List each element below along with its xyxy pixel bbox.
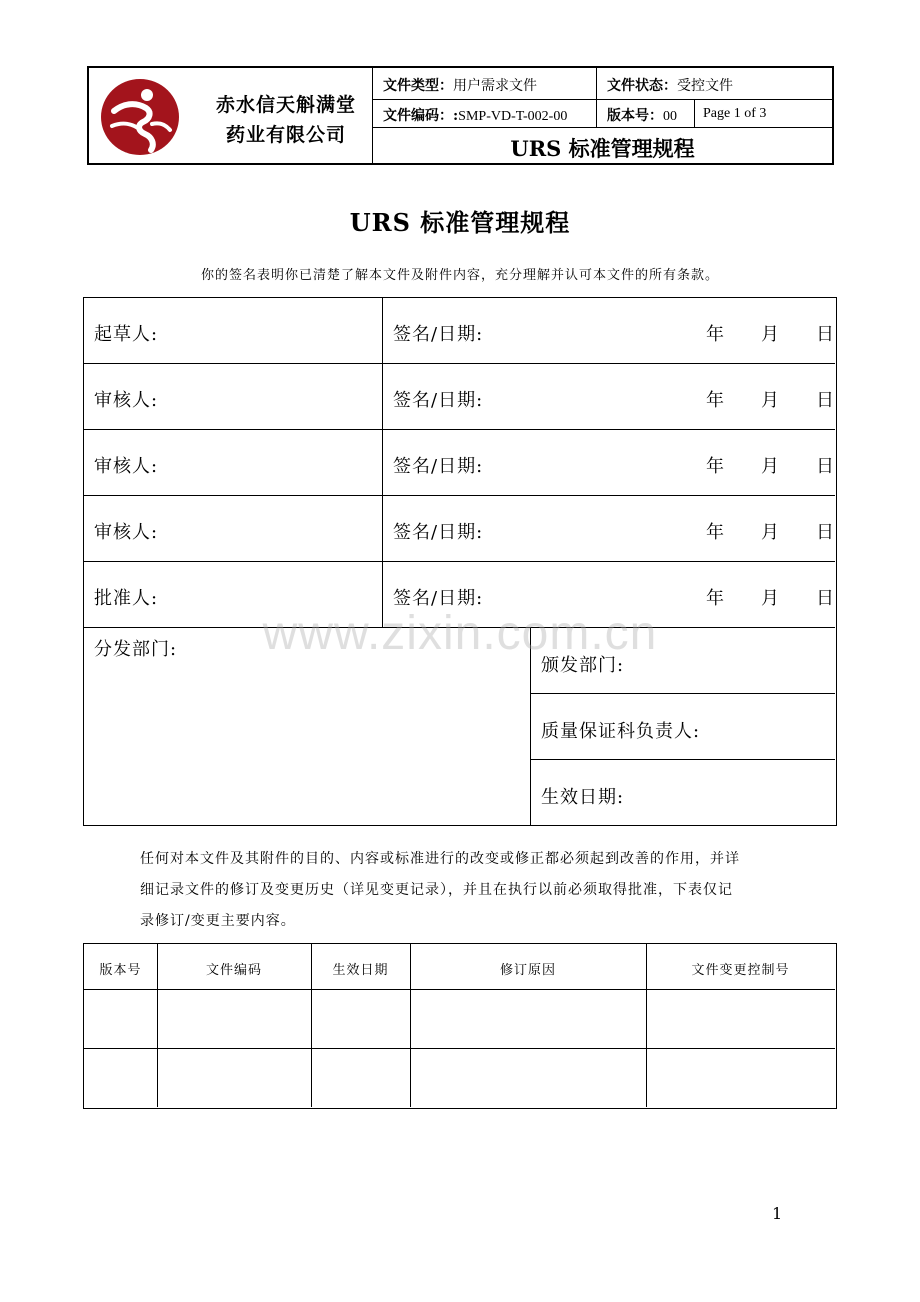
qa-manager-label: 质量保证科负责人:	[541, 721, 701, 742]
paragraph-line: 录修订/变更主要内容。	[140, 913, 296, 929]
document-title: URS 标准管理规程	[349, 208, 571, 237]
company-name-line2: 药业有限公司	[225, 124, 346, 146]
month-label: 月	[761, 522, 780, 543]
table-divider	[530, 693, 835, 694]
table-divider	[84, 429, 835, 430]
intro-statement: 你的签名表明你已清楚了解本文件及附件内容，充分理解并认可本文件的所有条款。	[200, 268, 719, 283]
year-label: 年	[706, 324, 725, 345]
distribution-dept-label: 分发部门:	[94, 639, 178, 660]
year-label: 年	[706, 522, 725, 543]
version-value: 00	[663, 109, 677, 124]
signature-date-label: 签名/日期:	[393, 324, 484, 345]
column-header-effective-date: 生效日期	[332, 963, 389, 978]
signature-role: 审核人:	[94, 390, 159, 411]
signature-date-label: 签名/日期:	[393, 522, 484, 543]
table-divider	[84, 627, 835, 628]
day-label: 日	[816, 522, 835, 543]
year-label: 年	[706, 390, 725, 411]
doc-status-value: 受控文件	[677, 78, 733, 94]
paragraph-line: 细记录文件的修订及变更历史（详见变更记录），并且在执行以前必须取得批准，下表仅记	[140, 882, 733, 898]
doc-type-value: 用户需求文件	[453, 78, 537, 94]
issuing-dept-label: 颁发部门:	[541, 655, 625, 676]
page-number: 1	[772, 1204, 783, 1223]
month-label: 月	[761, 456, 780, 477]
signature-date-label: 签名/日期:	[393, 390, 484, 411]
signature-role: 起草人:	[94, 324, 159, 345]
version-cell	[607, 105, 677, 125]
signature-role: 审核人:	[94, 522, 159, 543]
doc-code-value: SMP-VD-T-002-00	[458, 109, 568, 124]
table-divider	[530, 627, 531, 825]
version-label: 版本号：	[607, 108, 663, 124]
header-divider	[373, 127, 832, 128]
revision-history-table	[83, 943, 837, 1109]
revision-instruction-paragraph	[140, 844, 790, 937]
table-divider	[84, 495, 835, 496]
column-header-change-control-no: 文件变更控制号	[691, 963, 790, 978]
month-label: 月	[761, 390, 780, 411]
signature-role: 审核人:	[94, 456, 159, 477]
column-header-version: 版本号	[99, 963, 142, 978]
effective-date-label: 生效日期:	[541, 787, 625, 808]
signature-date-label: 签名/日期:	[393, 456, 484, 477]
table-divider	[84, 363, 835, 364]
header-divider	[694, 99, 695, 127]
day-label: 日	[816, 390, 835, 411]
signature-date-label: 签名/日期:	[393, 588, 484, 609]
table-row	[84, 990, 835, 1048]
month-label: 月	[761, 588, 780, 609]
paragraph-line: 任何对本文件及其附件的目的、内容或标准进行的改变或修正都必须起到改善的作用，并详	[140, 851, 740, 867]
table-divider	[382, 298, 383, 627]
day-label: 日	[816, 456, 835, 477]
company-logo-icon	[100, 78, 180, 156]
header-divider	[373, 99, 832, 100]
year-label: 年	[706, 588, 725, 609]
doc-status-label: 文件状态：	[607, 78, 677, 94]
header-title: URS 标准管理规程	[510, 136, 695, 161]
doc-status-cell	[607, 75, 733, 95]
company-name-line1: 赤水信天斛满堂	[215, 94, 356, 116]
company-logo-cell	[89, 68, 373, 163]
day-label: 日	[816, 588, 835, 609]
page-info-cell	[703, 105, 766, 122]
header-divider	[596, 68, 597, 127]
doc-code-cell	[383, 105, 567, 125]
table-divider	[530, 759, 835, 760]
watermark-text: www.zixin.com.cn	[262, 607, 658, 660]
document-header	[87, 66, 834, 165]
day-label: 日	[816, 324, 835, 345]
signature-table	[83, 297, 837, 826]
month-label: 月	[761, 324, 780, 345]
company-name	[201, 90, 371, 150]
table-divider	[84, 561, 835, 562]
page-info: Page 1 of 3	[703, 106, 767, 121]
doc-code-label: 文件编码：:	[383, 108, 459, 124]
column-header-doc-code: 文件编码	[205, 963, 262, 978]
doc-type-label: 文件类型：	[383, 78, 453, 94]
year-label: 年	[706, 456, 725, 477]
column-header-revision-reason: 修订原因	[499, 963, 556, 978]
signature-role: 批准人:	[94, 588, 159, 609]
table-row	[84, 1049, 835, 1107]
doc-type-cell	[383, 75, 537, 95]
